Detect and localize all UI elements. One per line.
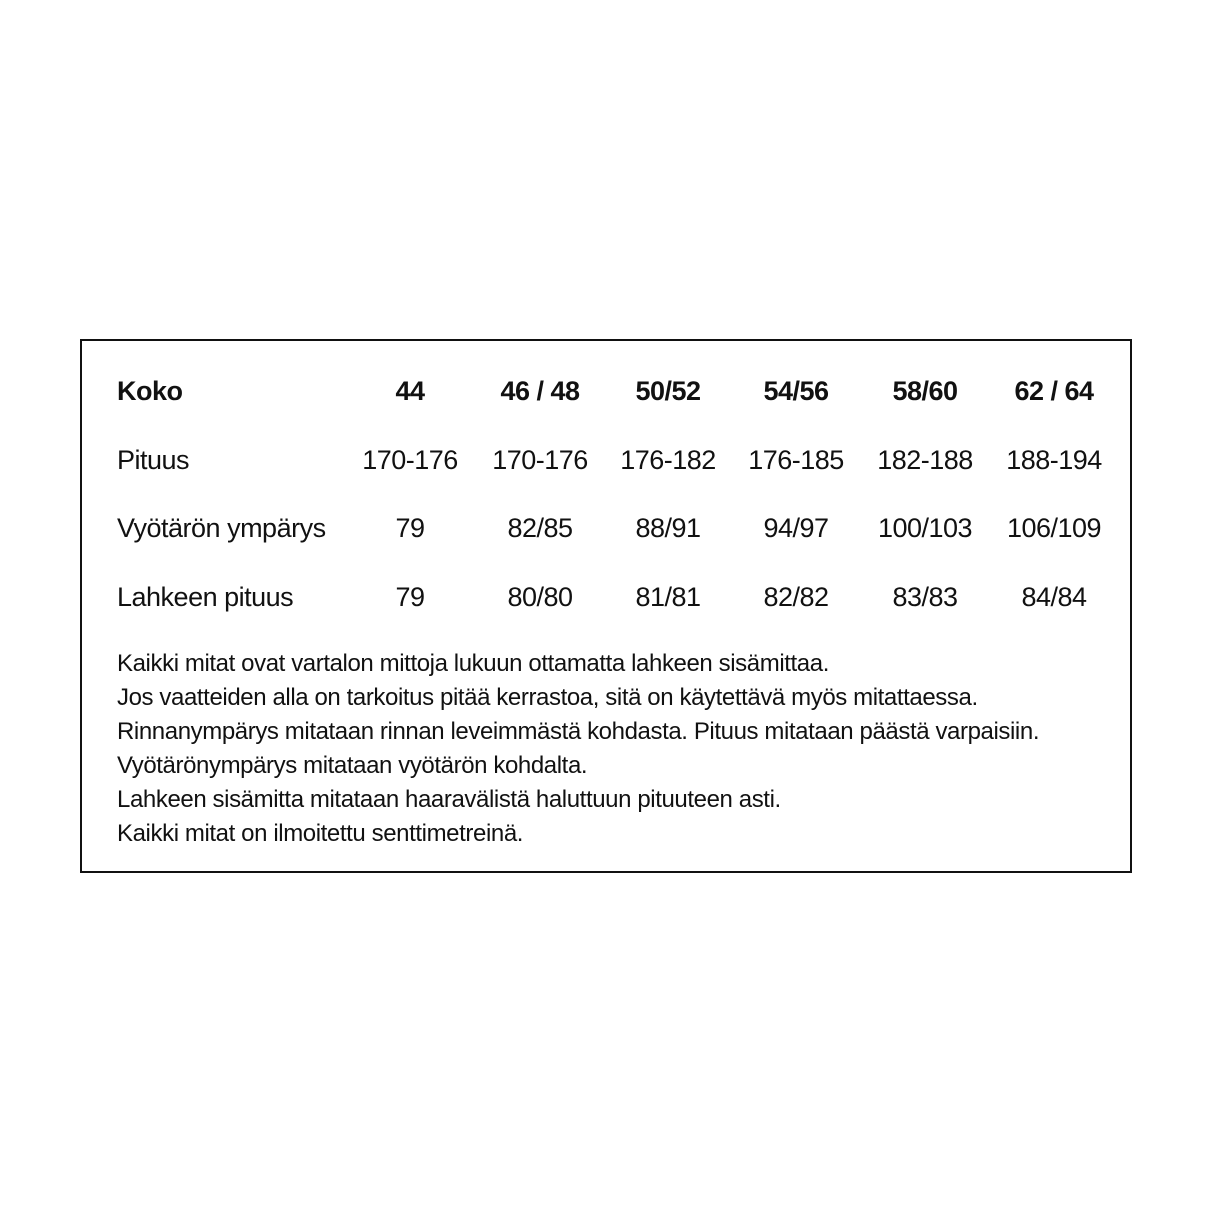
table-cell: 188-194	[1006, 445, 1102, 475]
table-cell: 79	[395, 582, 425, 612]
size-column-header: 44	[395, 376, 425, 406]
table-cell: 100/103	[877, 513, 973, 543]
table-cell: 106/109	[1006, 513, 1102, 543]
size-column-header: 50/52	[635, 376, 701, 406]
table-cell: 94/97	[763, 513, 829, 543]
table-cell: 170-176	[492, 445, 588, 475]
measurement-notes	[117, 647, 1117, 851]
table-cell: 176-182	[620, 445, 716, 475]
size-column-header: 58/60	[892, 376, 958, 406]
size-column-header: 46 / 48	[500, 376, 580, 406]
table-cell: 80/80	[507, 582, 573, 612]
row-label: Lahkeen pituus	[117, 582, 294, 612]
table-cell: 79	[395, 513, 425, 543]
note-line: Kaikki mitat ovat vartalon mittoja lukuun ottamatta lahkeen sisämittaa.	[117, 650, 829, 677]
note-line: Rinnanympärys mitataan rinnan leveimmästä kohdasta. Pituus mitataan päästä varpaisiin.	[117, 718, 1040, 745]
table-cell: 82/85	[507, 513, 573, 543]
size-chart-table	[80, 339, 1132, 873]
row-label: Pituus	[117, 445, 190, 475]
note-line: Vyötärönympärys mitataan vyötärön kohdalta.	[117, 752, 588, 779]
size-column-header: 54/56	[763, 376, 829, 406]
table-cell: 176-185	[748, 445, 844, 475]
table-row	[82, 440, 1130, 480]
header-label: Koko	[117, 376, 183, 406]
table-cell: 83/83	[892, 582, 958, 612]
size-column-header: 62 / 64	[1014, 376, 1094, 406]
table-cell: 81/81	[635, 582, 701, 612]
table-row	[82, 577, 1130, 617]
table-cell: 82/82	[763, 582, 829, 612]
table-header-row	[82, 371, 1130, 411]
note-line: Kaikki mitat on ilmoitettu senttimetreinä.	[117, 820, 524, 847]
table-row	[82, 508, 1130, 548]
note-line: Lahkeen sisämitta mitataan haaravälistä haluttuun pituuteen asti.	[117, 786, 781, 813]
note-line: Jos vaatteiden alla on tarkoitus pitää kerrastoa, sitä on käytettävä myös mitattaessa.	[117, 684, 978, 711]
table-cell: 182-188	[877, 445, 973, 475]
table-cell: 88/91	[635, 513, 701, 543]
row-label: Vyötärön ympärys	[117, 513, 326, 543]
table-cell: 84/84	[1021, 582, 1087, 612]
table-cell: 170-176	[362, 445, 458, 475]
